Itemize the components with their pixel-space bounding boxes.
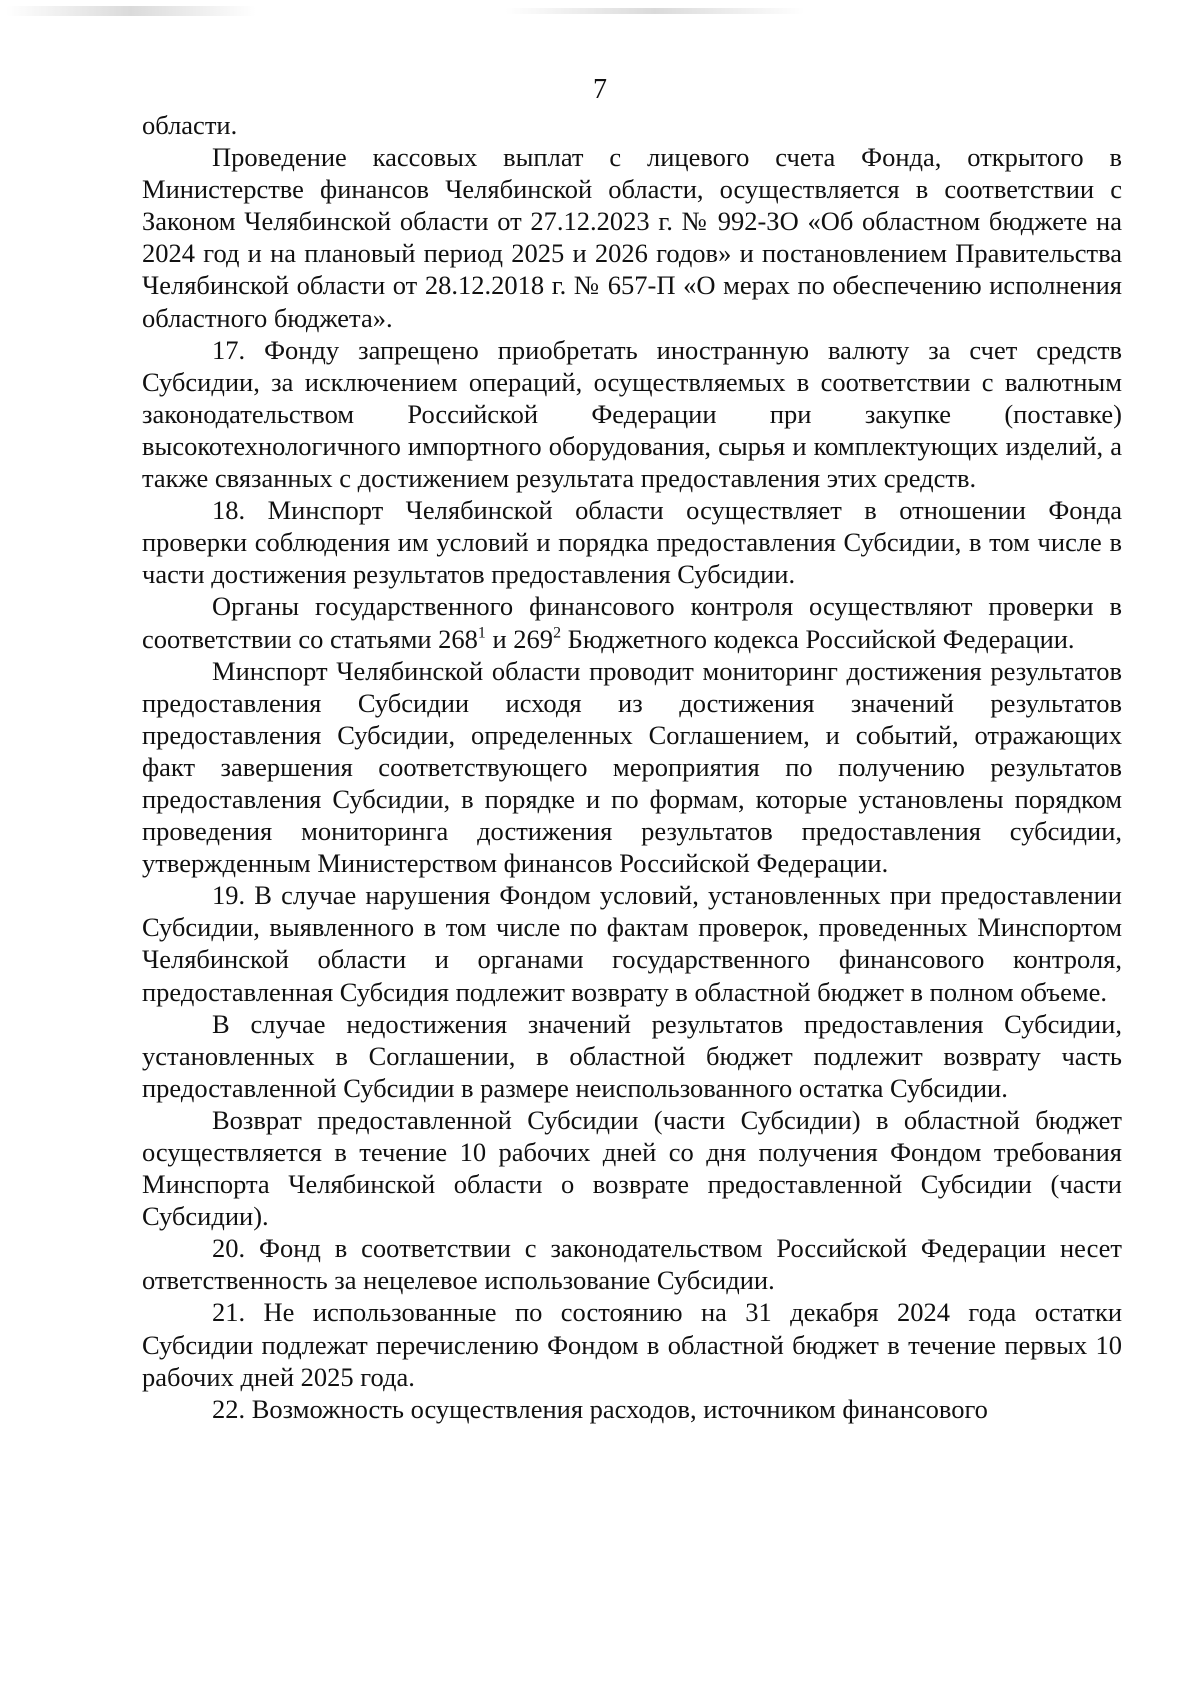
paragraph: 17. Фонду запрещено приобретать иностранную валюту за счет средств Субсидии, за исключением операций, осуществляемых в соответствии с валютным законодательством Российской Федерации при закупке (поставке) высокотехнологичного импортного оборудования, сырья и комплектующих изделий, а также связанных с достижением результата предоставления этих средств. bbox=[142, 334, 1122, 494]
page-number: 7 bbox=[593, 74, 607, 105]
paragraph: 22. Возможность осуществления расходов, источником финансового bbox=[212, 1393, 988, 1424]
paragraph: 21. Не использованные по состоянию на 31 декабря 2024 года остатки Субсидии подлежат перечислению Фондом в областной бюджет в течение первых 10 рабочих дней 2025 года. bbox=[142, 1297, 1122, 1392]
paragraph: области. bbox=[142, 110, 238, 140]
paragraph: Проведение кассовых выплат с лицевого счета Фонда, открытого в Министерстве финансов Челябинской области, осуществляется в соответствии с Законом Челябинской области от 27.12.2023 г. № 992-ЗО «Об областном бюджете на 2024 год и на плановый период 2025 и 2026 годов» и постановлением Правительства Челябинской области от 28.12.2018 г. № 657-П «О мерах по обеспечению исполнения областного бюджета». bbox=[142, 142, 1122, 333]
paragraph: 20. Фонд в соответствии с законодательством Российской Федерации несет ответственность за нецелевое использование Субсидии. bbox=[142, 1233, 1122, 1296]
scan-artifact bbox=[505, 8, 805, 14]
scan-artifact bbox=[6, 6, 256, 16]
paragraph: Возврат предоставленной Субсидии (части Субсидии) в областной бюджет осуществляется в течение 10 рабочих дней со дня получения Фондом требования Минспорта Челябинской области о возврате предоставленной Субсидии (части Субсидии). bbox=[142, 1104, 1122, 1232]
paragraph-with-superscripts bbox=[142, 590, 1122, 654]
paragraph: 19. В случае нарушения Фондом условий, установленных при предоставлении Субсидии, выявленного в том числе по фактам проверок, проведенных Минспортом Челябинской области и органами государственного финансового контроля, предоставленная Субсидия подлежит возврату в областной бюджет в полном объеме. bbox=[142, 880, 1122, 1007]
paragraph: 18. Минспорт Челябинской области осуществляет в отношении Фонда проверки соблюдения им условий и порядка предоставления Субсидии, в том числе в части достижения результатов предоставления Субсидии. bbox=[142, 495, 1122, 590]
text-run: Органы государственного финансового контроля осуществляют проверки в соответствии со статьями 268 bbox=[142, 591, 1122, 654]
document-body bbox=[142, 109, 1122, 1425]
superscript: 2 bbox=[553, 624, 562, 642]
superscript: 1 bbox=[477, 624, 486, 642]
paragraph: В случае недостижения значений результатов предоставления Субсидии, установленных в Соглашении, в областной бюджет подлежит возврату часть предоставленной Субсидии в размере неиспользованного остатка Субсидии. bbox=[142, 1008, 1122, 1103]
text-run: Бюджетного кодекса Российской Федерации. bbox=[561, 623, 1075, 654]
text-run: и 269 bbox=[485, 623, 554, 654]
paragraph: Минспорт Челябинской области проводит мониторинг достижения результатов предоставления Субсидии исходя из достижения значений результатов предоставления Субсидии, определенных Соглашением, и событий, отражающих факт завершения соответствующего мероприятия по получению результатов предоставления Субсидии, в порядке и по формам, которые установлены порядком проведения мониторинга достижения результатов предоставления субсидии, утвержденным Министерством финансов Российской Федерации. bbox=[142, 655, 1122, 879]
